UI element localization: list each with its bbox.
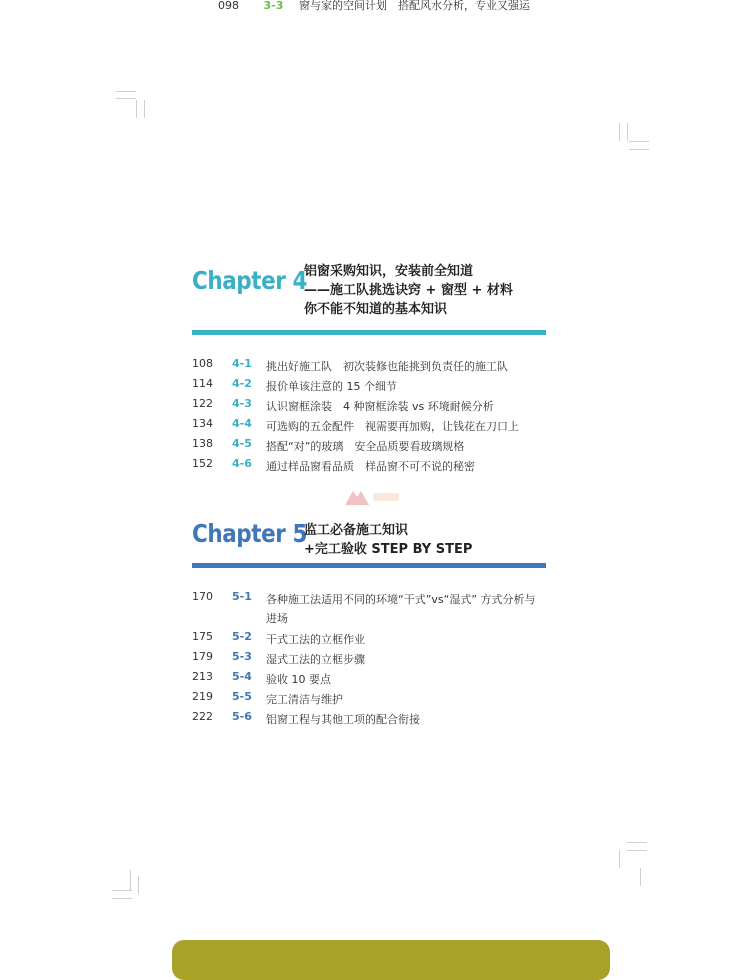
- toc-entry-title: 报价单该注意的 15 个细节: [266, 380, 397, 393]
- chapter-4-title-line: 铝窗采购知识，安装前全知道: [304, 264, 474, 279]
- toc-section-number: 4-2: [232, 377, 252, 390]
- toc-section-number: 5-4: [232, 670, 252, 683]
- toc-page-number: 152: [192, 457, 213, 470]
- toc-entry-title: 铝窗工程与其他工项的配合衔接: [266, 713, 420, 726]
- toc-entry[interactable]: [192, 377, 552, 397]
- toc-page-number: 108: [192, 357, 213, 370]
- chapter-5-title: [304, 521, 472, 559]
- toc-entry-title: 认识窗框涂装 4 种窗框涂装 vs 环境耐候分析: [266, 400, 494, 413]
- header-section-number: 3-3: [263, 0, 284, 12]
- toc-section-number: 5-1: [232, 590, 252, 603]
- toc-page-number: 138: [192, 437, 213, 450]
- toc-section-number: 5-5: [232, 690, 252, 703]
- logo-watermark-icon: [343, 487, 403, 507]
- toc-entry[interactable]: [192, 437, 552, 457]
- toc-page-number: 219: [192, 690, 213, 703]
- running-header: [218, 0, 530, 13]
- toc-page-number: 122: [192, 397, 213, 410]
- toc-page-number: 222: [192, 710, 213, 723]
- chapter-4-title-line: 你不能不知道的基本知识: [304, 302, 448, 317]
- toc-section-number: 5-2: [232, 630, 252, 643]
- toc-page-number: 179: [192, 650, 213, 663]
- toc-page-number: 114: [192, 377, 213, 390]
- chapter-4-title-line: ——施工队挑选诀窍 + 窗型 + 材料: [304, 283, 513, 298]
- toc-entry-title: 各种施工法适用不同的环境“干式”vs“湿式” 方式分析与进场: [266, 593, 536, 625]
- toc-page-number: 134: [192, 417, 213, 430]
- toc-section-number: 5-3: [232, 650, 252, 663]
- toc-section-number: 4-4: [232, 417, 252, 430]
- toc-page-number: 175: [192, 630, 213, 643]
- chapter-5-title-line: +完工验收 STEP BY STEP: [304, 542, 473, 557]
- toc-section-number: 4-1: [232, 357, 252, 370]
- toc-entry-title: 通过样品窗看品质 样品窗不可不说的秘密: [266, 460, 475, 473]
- chapter-5-toc: [192, 590, 552, 730]
- chapter-4-heading: [192, 262, 546, 322]
- header-page-number: 098: [218, 0, 239, 12]
- toc-entry[interactable]: [192, 417, 552, 437]
- header-section-title: 窗与家的空间计划 搭配风水分析，专业又强运: [299, 0, 530, 12]
- toc-entry-title: 挑出好施工队 初次装修也能挑到负责任的施工队: [266, 360, 508, 373]
- toc-section-number: 5-6: [232, 710, 252, 723]
- toc-entry-title: 验收 10 要点: [266, 673, 331, 686]
- toc-entry-title: 完工清洁与维护: [266, 693, 343, 706]
- toc-page-number: 170: [192, 590, 213, 603]
- chapter-5-rule: [192, 563, 546, 568]
- toc-section-number: 4-6: [232, 457, 252, 470]
- chapter-4-rule: [192, 330, 546, 335]
- toc-page-number: 213: [192, 670, 213, 683]
- toc-entry[interactable]: [192, 630, 552, 650]
- chapter-4-label: Chapter 4: [192, 266, 308, 295]
- toc-entry-title: 搭配“对”的玻璃 安全品质要看玻璃规格: [266, 440, 465, 453]
- chapter-5-label: Chapter 5: [192, 519, 308, 548]
- toc-entry[interactable]: [192, 590, 552, 630]
- toc-entry[interactable]: [192, 650, 552, 670]
- toc-entry-title: 干式工法的立框作业: [266, 633, 365, 646]
- chapter-4-title: [304, 262, 513, 319]
- toc-entry[interactable]: [192, 357, 552, 377]
- chapter-5-heading: [192, 521, 546, 561]
- toc-entry[interactable]: [192, 690, 552, 710]
- toc-entry[interactable]: [192, 457, 552, 477]
- toc-section-number: 4-5: [232, 437, 252, 450]
- chapter-4-toc: [192, 357, 552, 477]
- toc-entry[interactable]: [192, 710, 552, 730]
- bottom-color-band: [172, 940, 610, 980]
- toc-entry[interactable]: [192, 397, 552, 417]
- toc-section-number: 4-3: [232, 397, 252, 410]
- toc-entry[interactable]: [192, 670, 552, 690]
- toc-entry-title: 湿式工法的立框步骤: [266, 653, 365, 666]
- chapter-5-title-line: 监工必备施工知识: [304, 523, 409, 538]
- toc-entry-title: 可选购的五金配件 视需要再加购，让钱花在刀口上: [266, 420, 519, 433]
